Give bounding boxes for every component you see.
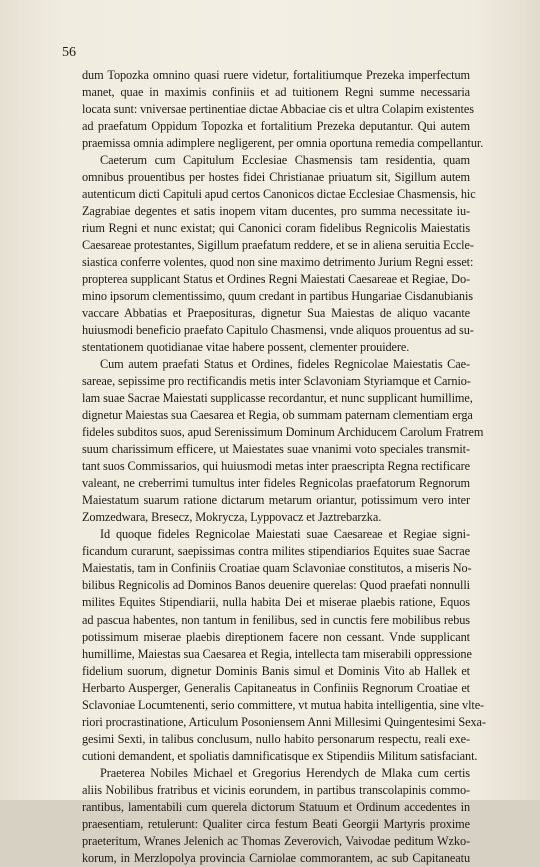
text-line: locata sunt: vniversae pertinentiae dictae Abbaciae cis et ultra Colapim existentes: [82, 102, 474, 117]
text-line: lam suae Sacrae Maiestati supplicasse recordantur, et nunc supplicant humillime,: [82, 391, 473, 406]
text-line: stentationem quotidianae vitae habere possent, clementer prouidere.: [82, 340, 410, 355]
text-line: Zomzedwara, Bresecz, Mokrycza, Lyppovacz et Jaztrebarzka.: [82, 510, 382, 525]
text-line: Cum autem praefati Status et Ordines, fideles Regnicolae Maiestatis Cae-: [100, 357, 470, 372]
text-line: korum, in Merzlopolya provincia Carniolae commorantem, ac sub Capitaneatu: [82, 850, 470, 865]
text-line: rantibus, lamentabili cum querela dictorum Statuum et Ordinum accedentes in: [82, 799, 470, 814]
text-line: suum charissimum efficere, ut Maiestates suae vnanimi voto speciales transmit-: [82, 442, 470, 457]
paragraph: [82, 765, 470, 867]
text-line: Herbarto Ausperger, Generalis Capitaneatus in Confiniis Regnorum Croatiae et: [82, 680, 470, 695]
text-line: cutioni demandent, et spoliatis damnificatisque ex Stipendiis Militum satisfaciant.: [82, 748, 478, 763]
paragraph: [82, 526, 486, 764]
text-line: mino ipsorum clementissimo, quum credant in partibus Hungariae Cisdanubianis: [82, 289, 473, 304]
text-line: Caesareae protestantes, Sigillum praefatum reddere, et se in aliena seruitia Eccle-: [82, 238, 474, 253]
text-line: fidelium suorum, dignetur Dominis Banis simul et Dominis Vito ab Hallek et: [82, 663, 470, 678]
page-number: 56: [62, 45, 76, 60]
text-line: Maiestatis, tam in Confiniis Croatiae quam Sclavoniae constitutos, a miseris No-: [82, 561, 472, 576]
text-line: praeteritum, Wranes Jelenich ac Thomas Zeverovich, Vaivodae peditum Wzko-: [82, 833, 470, 848]
text-line: ad praefatum Oppidum Topozka et fortalitium Prezeka deputantur. Qui autem: [82, 119, 470, 134]
text-line: Caeterum cum Capitulum Ecclesiae Chasmensis tam residentia, quam: [100, 153, 470, 168]
text-line: omnibus prouentibus per hostes fidei Christianae priuatum sit, Sigillum autem: [82, 170, 470, 185]
text-line: potissimum miserae plaebis direptionem facere non cessant. Vnde supplicant: [82, 629, 470, 644]
text-line: Maiestatum suarum ratione dictarum metarum oriantur, potissimum vero inter: [82, 493, 470, 508]
text-line: huiusmodi beneficio praefato Capitulo Chasmensi, vnde aliquos prouentus ad su-: [82, 323, 474, 338]
text-line: Praeterea Nobiles Michael et Gregorius Herendych de Mlaka cum certis: [100, 765, 470, 780]
text-line: praesentiam, retulerunt: Qualiter circa festum Beati Georgii Martyris proxime: [82, 816, 470, 831]
text-line: dignetur Maiestas sua Caesarea et Regia, ob summam paternam clementiam erga: [82, 408, 473, 423]
text-line: ficandum curarunt, saepissimas contra milites stipendiarios Equites suae Sacrae: [82, 544, 470, 559]
text-line: propterea supplicant Status et Ordines Regni Maiestati Caesareae et Regiae, Do-: [82, 272, 470, 287]
text-line: bilibus Regnicolis ad Dominos Banos deuenire querelas: Quod praefati nonnulli: [82, 578, 470, 593]
text-line: vaccare Abbatias et Praeposituras, dignetur Sua Maiestas de aliquo vacante: [82, 306, 470, 321]
text-line: humillime, Maiestas sua Caesarea et Regia, intellecta tam miserabili oppressione: [82, 646, 472, 661]
text-line: rium Regni et nunc existat; qui Canonici coram fidelibus Regnicolis Maiestatis: [82, 221, 470, 236]
text-line: fideles subditos suos, apud Serenissimum Dominum Archiducem Carolum Fratrem: [82, 425, 484, 440]
body-text: [82, 67, 486, 865]
text-line: manet, quae in maximis confiniis et ad tuitionem Regni summe necessaria: [82, 85, 470, 100]
text-line: dum Topozka omnino quasi ruere videtur, fortalitiumque Prezeka imperfectum: [82, 68, 470, 82]
text-line: autenticum dicti Capituli apud certos Canonicos dictae Ecclesiae Chasmensis, hic: [82, 187, 476, 202]
text-line: ad pascua habentes, non tantum in fenilibus, sed in cunctis fere mobilibus rebus: [82, 612, 470, 627]
text-line: valeant, ne creberrimi tumultus inter fideles Regnicolas praefatorum Regnorum: [82, 476, 470, 491]
text-line: sareae, sepissime pro rectificandis metis inter Sclavoniam Styriamque et Carnio-: [82, 374, 471, 389]
text-line: milites Equites Stipendiarii, nulla habita Dei et miserae plaebis ratione, Equos: [82, 595, 470, 610]
text-line: Sclavoniae Locumtenenti, serio committere, vt mutua habita intelligentia, sine vlte-: [82, 697, 485, 712]
text-line: Id quoque fideles Regnicolae Maiestati suae Caesareae et Regiae signi-: [100, 527, 470, 542]
paragraph: [82, 152, 476, 356]
text-line: gesimi Sexti, in talibus conclusum, nullo habito personarum respectu, reali exe-: [82, 731, 470, 746]
text-line: riori procrastinatione, Articulum Posoniensem Anni Millesimi Quingentesimi Sexa-: [82, 714, 486, 729]
text-line: siastica conferre volentes, quod non sine maximo detrimento Jurium Regni esset:: [82, 255, 474, 270]
text-line: Zagrabiae degentes et satis inopem vitam ducentes, pro summa necessitate iu-: [82, 204, 470, 219]
text-line: tant suos Commissarios, qui huiusmodi metas inter praescripta Regna rectificare: [82, 459, 470, 474]
paragraph: [82, 356, 484, 526]
text-line: praemissa omnia adimplere negligerent, per omnia oportuna remedia compellantur.: [82, 136, 484, 151]
text-line: aliis Nobilibus fratribus et vicinis eorundem, in partibus transcolapinis commo-: [82, 782, 470, 797]
paragraph: [82, 67, 484, 152]
